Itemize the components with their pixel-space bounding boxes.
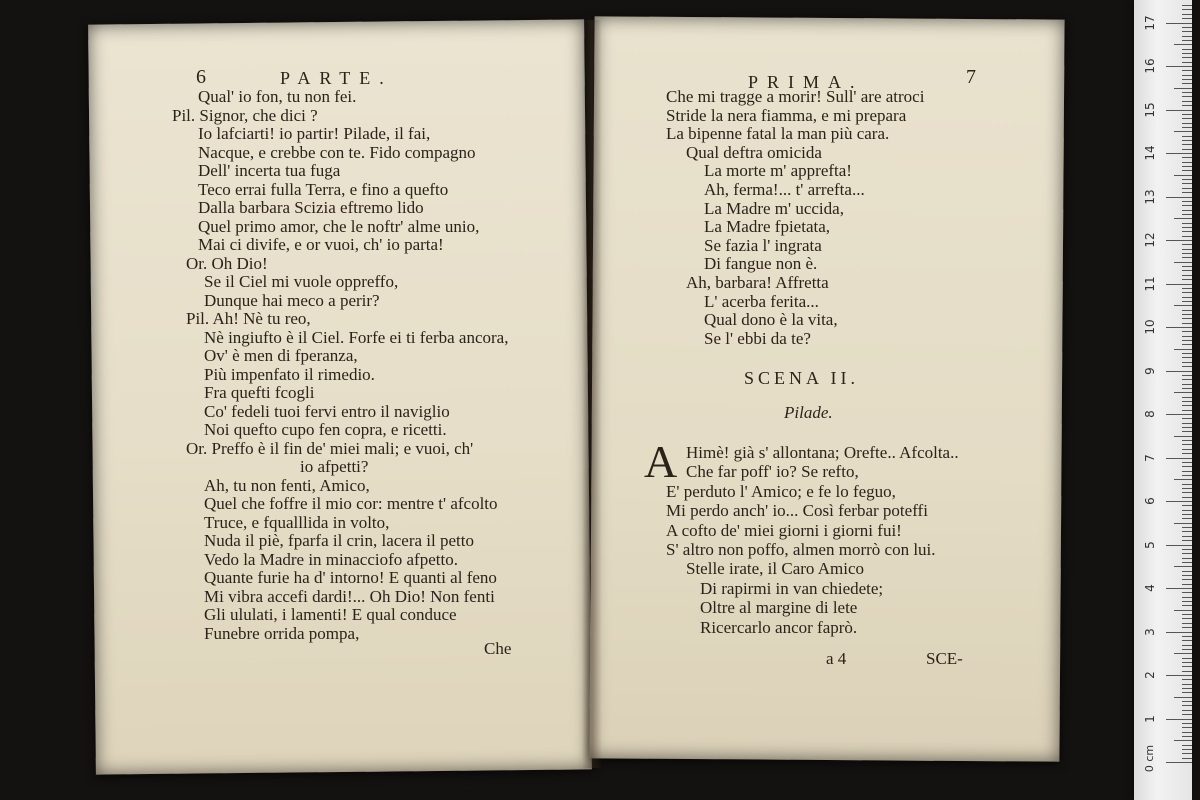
right-text-line-8: La Madre fpietata, bbox=[704, 217, 831, 237]
ruler-tick bbox=[1182, 427, 1192, 428]
scene-text-line-9: Oltre al margine di lete bbox=[700, 598, 858, 618]
left-text-line-27: Quante furie ha d' intorno! E quanti al feno bbox=[204, 568, 497, 587]
ruler-tick bbox=[1182, 201, 1192, 202]
left-text-line-3: Io lafciarti! io partir! Pilade, il fai, bbox=[198, 124, 431, 143]
ruler-tick bbox=[1182, 62, 1192, 63]
ruler-tick bbox=[1166, 240, 1192, 241]
ruler-tick bbox=[1182, 205, 1192, 206]
ruler-number: 13 bbox=[1143, 188, 1157, 205]
ruler-tick bbox=[1174, 523, 1192, 524]
ruler-tick bbox=[1182, 405, 1192, 406]
ruler-tick bbox=[1182, 36, 1192, 37]
ruler-tick bbox=[1182, 645, 1192, 646]
right-text-line-3: La bipenne fatal la man più cara. bbox=[666, 124, 890, 144]
ruler-tick bbox=[1182, 297, 1192, 298]
left-text-line-14: Nè ingiufto è il Ciel. Forfe ei ti ferba ancora, bbox=[204, 327, 509, 347]
ruler-tick bbox=[1182, 270, 1192, 271]
right-text-line-1: Che mi tragge a morir! Sull' are atroci bbox=[666, 87, 925, 106]
ruler-tick bbox=[1182, 562, 1192, 563]
left-text-line-26: Vedo la Madre in minacciofo afpetto. bbox=[204, 549, 458, 569]
ruler-tick bbox=[1166, 23, 1192, 24]
ruler-tick bbox=[1182, 114, 1192, 115]
ruler-tick bbox=[1166, 762, 1192, 763]
ruler-tick bbox=[1182, 705, 1192, 706]
ruler-tick bbox=[1182, 571, 1192, 572]
ruler-tick bbox=[1182, 388, 1192, 389]
ruler-tick bbox=[1182, 579, 1192, 580]
ruler-tick bbox=[1174, 566, 1192, 567]
ruler-tick bbox=[1174, 262, 1192, 263]
ruler-tick bbox=[1182, 558, 1192, 559]
ruler-tick bbox=[1182, 597, 1192, 598]
ruler-tick bbox=[1182, 527, 1192, 528]
ruler-tick bbox=[1182, 688, 1192, 689]
ruler-tick bbox=[1182, 536, 1192, 537]
left-text-line-22: Ah, tu non fenti, Amico, bbox=[204, 475, 370, 495]
ruler-number: 16 bbox=[1143, 58, 1157, 74]
ruler-tick bbox=[1182, 510, 1192, 511]
ruler-tick bbox=[1182, 92, 1192, 93]
ruler-tick bbox=[1182, 340, 1192, 341]
ruler-tick bbox=[1182, 214, 1192, 215]
ruler-tick bbox=[1182, 288, 1192, 289]
ruler-tick bbox=[1166, 632, 1192, 633]
ruler-tick bbox=[1166, 458, 1192, 459]
ruler-tick bbox=[1166, 675, 1192, 676]
ruler-tick bbox=[1182, 223, 1192, 224]
scene-text-line-8: Di rapirmi in van chiedete; bbox=[700, 578, 884, 598]
ruler-tick bbox=[1182, 758, 1192, 759]
ruler-unit-label: 0 cm bbox=[1143, 744, 1157, 773]
ruler-tick bbox=[1182, 96, 1192, 97]
ruler-tick bbox=[1182, 466, 1192, 467]
ruler-tick bbox=[1182, 627, 1192, 628]
left-text-line-11: Se il Ciel mi vuole oppreffo, bbox=[204, 272, 399, 291]
ruler-tick bbox=[1182, 14, 1192, 15]
ruler-tick bbox=[1182, 353, 1192, 354]
ruler-tick bbox=[1182, 575, 1192, 576]
left-text-line-2: Pil. Signor, che dici ? bbox=[172, 105, 318, 125]
left-text-line-29: Gli ululati, i lamenti! E qual conduce bbox=[204, 605, 457, 624]
ruler-tick bbox=[1182, 18, 1192, 19]
ruler-tick bbox=[1182, 157, 1192, 158]
ruler-tick bbox=[1182, 488, 1192, 489]
ruler-tick bbox=[1182, 614, 1192, 615]
ruler-tick bbox=[1182, 236, 1192, 237]
ruler-tick bbox=[1182, 462, 1192, 463]
ruler-tick bbox=[1182, 118, 1192, 119]
left-text-line-5: Dell' incerta tua fuga bbox=[198, 161, 341, 180]
ruler-tick bbox=[1174, 610, 1192, 611]
ruler-number: 8 bbox=[1143, 410, 1157, 418]
ruler-tick bbox=[1182, 279, 1192, 280]
ruler-tick bbox=[1182, 179, 1192, 180]
ruler-tick bbox=[1182, 431, 1192, 432]
ruler-tick bbox=[1182, 727, 1192, 728]
ruler-tick bbox=[1182, 231, 1192, 232]
ruler-tick bbox=[1182, 679, 1192, 680]
ruler-tick bbox=[1182, 127, 1192, 128]
ruler-number: 6 bbox=[1143, 497, 1157, 505]
right-text-line-13: Qual dono è la vita, bbox=[704, 310, 838, 330]
ruler-number: 3 bbox=[1143, 627, 1157, 636]
ruler-tick bbox=[1182, 40, 1192, 41]
ruler-tick bbox=[1182, 49, 1192, 50]
ruler-tick bbox=[1182, 714, 1192, 715]
ruler-tick bbox=[1166, 197, 1192, 198]
ruler-number: 1 bbox=[1143, 714, 1157, 723]
ruler-number: 2 bbox=[1143, 671, 1157, 679]
ruler-tick bbox=[1166, 414, 1192, 415]
ruler-tick bbox=[1166, 153, 1192, 154]
left-text-line-9: Mai ci divife, e or vuoi, ch' io parta! bbox=[198, 235, 444, 254]
ruler-tick bbox=[1182, 636, 1192, 637]
ruler-tick bbox=[1182, 266, 1192, 267]
ruler-number: 12 bbox=[1143, 232, 1157, 248]
drop-cap: A bbox=[644, 436, 678, 487]
ruler-tick bbox=[1182, 253, 1192, 254]
ruler-tick bbox=[1182, 57, 1192, 58]
ruler-number: 9 bbox=[1143, 366, 1157, 375]
ruler-tick bbox=[1182, 484, 1192, 485]
ruler-number: 7 bbox=[1143, 453, 1157, 462]
right-text-line-11: Ah, barbara! Affretta bbox=[686, 273, 829, 292]
right-catchword: SCE- bbox=[926, 649, 963, 668]
left-text-line-4: Nacque, e crebbe con te. Fido compagno bbox=[198, 142, 476, 162]
ruler-tick bbox=[1182, 662, 1192, 663]
ruler-tick bbox=[1182, 453, 1192, 454]
ruler-tick bbox=[1182, 362, 1192, 363]
left-text-line-13: Pil. Ah! Nè tu reo, bbox=[186, 309, 311, 328]
ruler-tick bbox=[1182, 444, 1192, 445]
ruler-number: 14 bbox=[1143, 145, 1157, 161]
ruler-tick bbox=[1182, 75, 1192, 76]
ruler-tick bbox=[1182, 9, 1192, 10]
ruler-tick bbox=[1182, 553, 1192, 554]
ruler-tick bbox=[1182, 623, 1192, 624]
ruler-tick bbox=[1174, 697, 1192, 698]
ruler-number: 11 bbox=[1143, 275, 1157, 292]
ruler-tick bbox=[1182, 292, 1192, 293]
ruler-tick bbox=[1182, 449, 1192, 450]
ruler-tick bbox=[1182, 618, 1192, 619]
right-text-line-14: Se l' ebbi da te? bbox=[704, 328, 811, 348]
book-gutter bbox=[582, 20, 602, 768]
left-text-line-21: io afpetti? bbox=[300, 457, 369, 476]
right-text-line-5: La morte m' apprefta! bbox=[704, 161, 852, 181]
ruler-tick bbox=[1166, 719, 1192, 720]
ruler-tick bbox=[1174, 88, 1192, 89]
ruler-tick bbox=[1182, 745, 1192, 746]
ruler-tick bbox=[1182, 649, 1192, 650]
right-text-line-10: Di fangue non è. bbox=[704, 254, 818, 274]
ruler-tick bbox=[1182, 514, 1192, 515]
right-text-line-4: Qual deftra omicida bbox=[686, 142, 822, 162]
ruler-tick bbox=[1182, 684, 1192, 685]
ruler-tick bbox=[1182, 753, 1192, 754]
ruler-tick bbox=[1166, 284, 1192, 285]
ruler-tick bbox=[1174, 392, 1192, 393]
right-text-line-9: Se fazia l' ingrata bbox=[704, 235, 822, 255]
ruler-tick bbox=[1182, 584, 1192, 585]
left-text-line-19: Noi quefto cupo fen copra, e ricetti. bbox=[204, 420, 447, 439]
ruler-tick bbox=[1182, 375, 1192, 376]
ruler-number: 5 bbox=[1143, 540, 1157, 549]
ruler-tick bbox=[1182, 210, 1192, 211]
ruler-tick bbox=[1182, 331, 1192, 332]
ruler-tick bbox=[1174, 44, 1192, 45]
left-page-number: 6 bbox=[196, 66, 206, 88]
ruler-tick bbox=[1182, 336, 1192, 337]
scene-text-line-1: Himè! già s' allontana; Orefte.. Afcolta.. bbox=[686, 443, 959, 462]
right-text-line-7: La Madre m' uccida, bbox=[704, 198, 844, 218]
left-text-line-10: Or. Oh Dio! bbox=[186, 253, 268, 273]
ruler-tick bbox=[1174, 436, 1192, 437]
ruler-tick bbox=[1182, 244, 1192, 245]
left-text-line-23: Quel che foffre il mio cor: mentre t' afcolto bbox=[204, 494, 498, 513]
ruler-tick bbox=[1182, 123, 1192, 124]
ruler-tick bbox=[1182, 318, 1192, 319]
ruler-tick bbox=[1166, 110, 1192, 111]
ruler-tick bbox=[1174, 740, 1192, 741]
ruler-tick bbox=[1182, 310, 1192, 311]
ruler-tick bbox=[1182, 162, 1192, 163]
ruler-tick bbox=[1182, 549, 1192, 550]
ruler-tick bbox=[1182, 140, 1192, 141]
ruler-tick bbox=[1182, 497, 1192, 498]
left-text-line-28: Mi vibra accefi dardi!... Oh Dio! Non fenti bbox=[204, 586, 495, 606]
character-name: Pilade. bbox=[784, 403, 833, 422]
ruler-tick bbox=[1182, 540, 1192, 541]
ruler-tick bbox=[1182, 227, 1192, 228]
right-text-line-2: Stride la nera fiamma, e mi prepara bbox=[666, 105, 907, 125]
ruler-tick bbox=[1182, 188, 1192, 189]
ruler-tick bbox=[1182, 701, 1192, 702]
ruler-tick bbox=[1182, 732, 1192, 733]
ruler-tick bbox=[1182, 53, 1192, 54]
ruler-tick bbox=[1182, 314, 1192, 315]
ruler-number: 15 bbox=[1143, 101, 1157, 118]
ruler-tick bbox=[1182, 475, 1192, 476]
ruler-tick bbox=[1182, 379, 1192, 380]
ruler-tick bbox=[1182, 749, 1192, 750]
left-text-line-17: Fra quefti fcogli bbox=[204, 383, 315, 402]
ruler-tick bbox=[1182, 666, 1192, 667]
ruler-tick bbox=[1182, 592, 1192, 593]
ruler-tick bbox=[1182, 671, 1192, 672]
ruler-tick bbox=[1182, 83, 1192, 84]
ruler-tick bbox=[1182, 301, 1192, 302]
left-text-line-7: Dalla barbara Scizia eftremo lido bbox=[198, 198, 424, 217]
ruler-tick bbox=[1166, 66, 1192, 67]
ruler-tick bbox=[1182, 149, 1192, 150]
ruler-tick bbox=[1182, 357, 1192, 358]
ruler-tick bbox=[1174, 131, 1192, 132]
ruler-tick bbox=[1182, 384, 1192, 385]
ruler-tick bbox=[1182, 658, 1192, 659]
ruler-tick bbox=[1174, 218, 1192, 219]
ruler-tick bbox=[1166, 327, 1192, 328]
ruler-tick bbox=[1182, 31, 1192, 32]
left-text-line-24: Truce, e fqualllida in volto, bbox=[204, 512, 390, 532]
ruler-tick bbox=[1174, 479, 1192, 480]
ruler-tick bbox=[1174, 175, 1192, 176]
scene-text-line-6: S' altro non poffo, almen morrò con lui. bbox=[666, 540, 936, 559]
ruler-tick bbox=[1182, 5, 1192, 6]
ruler-tick bbox=[1182, 105, 1192, 106]
scene-title: SCENA II. bbox=[744, 368, 860, 388]
ruler-tick bbox=[1166, 371, 1192, 372]
left-text-line-15: Ov' è men di fperanza, bbox=[204, 346, 358, 365]
left-text-line-18: Co' fedeli tuoi fervi entro il naviglio bbox=[204, 401, 450, 421]
ruler-tick bbox=[1182, 723, 1192, 724]
left-text-line-1: Qual' io fon, tu non fei. bbox=[198, 87, 357, 106]
left-text-line-30: Funebre orrida pompa, bbox=[204, 623, 360, 643]
ruler-tick bbox=[1182, 518, 1192, 519]
ruler-tick bbox=[1182, 471, 1192, 472]
ruler-tick bbox=[1182, 531, 1192, 532]
scene-text-line-5: A cofto de' miei giorni i giorni fui! bbox=[666, 520, 902, 540]
ruler-tick bbox=[1182, 692, 1192, 693]
ruler-tick bbox=[1182, 366, 1192, 367]
ruler-tick bbox=[1182, 605, 1192, 606]
ruler-tick bbox=[1182, 505, 1192, 506]
ruler-tick bbox=[1182, 166, 1192, 167]
ruler-tick bbox=[1182, 79, 1192, 80]
scene-text-line-2: Che far poff' io? Se refto, bbox=[686, 462, 859, 482]
ruler-tick bbox=[1182, 410, 1192, 411]
left-text-line-8: Quel primo amor, che le noftr' alme unio, bbox=[198, 216, 480, 236]
scene-text-line-3: E' perduto l' Amico; e fe lo feguo, bbox=[666, 481, 896, 501]
ruler-tick bbox=[1182, 27, 1192, 28]
left-catchword: Che bbox=[484, 639, 512, 658]
left-running-header: PARTE. bbox=[280, 68, 393, 88]
right-page-number: 7 bbox=[966, 66, 976, 88]
ruler-tick bbox=[1182, 492, 1192, 493]
ruler-tick bbox=[1182, 736, 1192, 737]
ruler-tick bbox=[1182, 601, 1192, 602]
ruler-tick bbox=[1182, 397, 1192, 398]
ruler-tick bbox=[1182, 440, 1192, 441]
ruler-tick bbox=[1174, 305, 1192, 306]
ruler-tick bbox=[1182, 640, 1192, 641]
left-text-line-20: Or. Preffo è il fin de' miei mali; e vuoi, ch' bbox=[186, 438, 474, 458]
measuring-ruler bbox=[1134, 0, 1192, 800]
scene-text-line-10: Ricercarlo ancor faprò. bbox=[700, 617, 858, 637]
ruler-tick bbox=[1182, 170, 1192, 171]
left-text-line-16: Più impenfato il rimedio. bbox=[204, 364, 375, 384]
ruler-number: 17 bbox=[1143, 14, 1157, 31]
right-text-line-12: L' acerba ferita... bbox=[704, 291, 819, 311]
signature-mark: a 4 bbox=[826, 649, 847, 668]
right-running-header: PRIMA. bbox=[748, 72, 864, 92]
ruler-tick bbox=[1182, 418, 1192, 419]
ruler-tick bbox=[1182, 136, 1192, 137]
right-text-line-6: Ah, ferma!... t' arrefta... bbox=[704, 180, 865, 199]
ruler-tick bbox=[1182, 183, 1192, 184]
ruler-tick bbox=[1182, 423, 1192, 424]
left-text-line-25: Nuda il piè, fparfa il crin, lacera il petto bbox=[204, 531, 474, 550]
ruler-tick bbox=[1182, 192, 1192, 193]
ruler-tick bbox=[1166, 501, 1192, 502]
ruler-tick bbox=[1182, 249, 1192, 250]
ruler-tick bbox=[1182, 144, 1192, 145]
ruler-tick bbox=[1182, 70, 1192, 71]
left-text-line-6: Teco errai fulla Terra, e fino a quefto bbox=[198, 179, 449, 199]
ruler-number: 4 bbox=[1143, 584, 1157, 592]
ruler-tick bbox=[1182, 257, 1192, 258]
left-text-line-12: Dunque hai meco a perir? bbox=[204, 290, 380, 310]
scene-text-line-4: Mi perdo anch' io... Così ferbar poteffi bbox=[666, 501, 928, 521]
ruler-tick bbox=[1182, 344, 1192, 345]
scene-text-line-7: Stelle irate, il Caro Amico bbox=[686, 559, 864, 579]
ruler-tick bbox=[1182, 401, 1192, 402]
ruler-tick bbox=[1182, 101, 1192, 102]
ruler-number: 10 bbox=[1143, 319, 1157, 335]
ruler-tick bbox=[1166, 545, 1192, 546]
ruler-tick bbox=[1182, 710, 1192, 711]
ruler-tick bbox=[1166, 588, 1192, 589]
ruler-tick bbox=[1174, 349, 1192, 350]
ruler-tick bbox=[1182, 275, 1192, 276]
ruler-tick bbox=[1182, 323, 1192, 324]
ruler-tick bbox=[1174, 653, 1192, 654]
